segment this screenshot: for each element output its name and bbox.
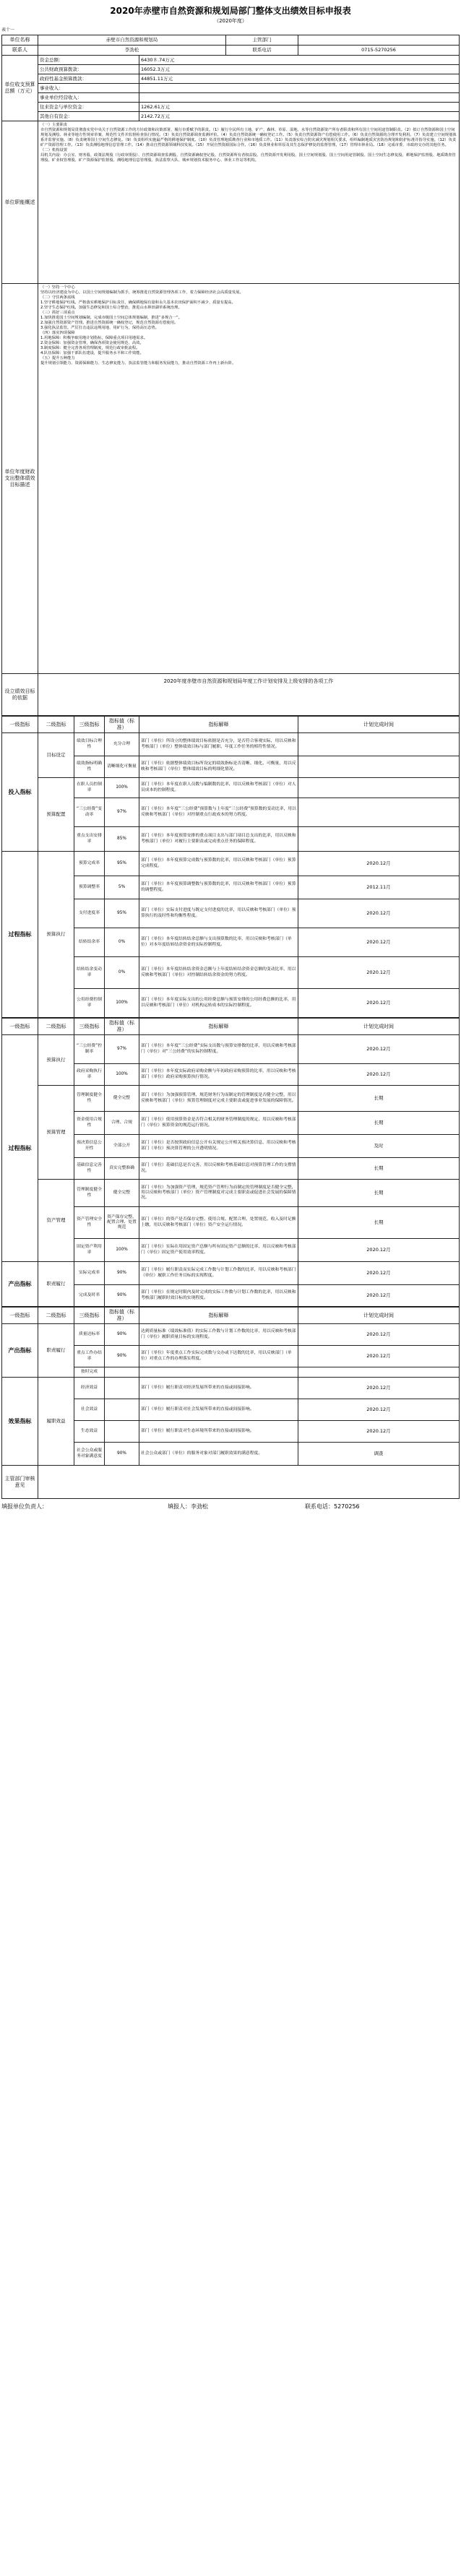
time-label: 按时完成	[74, 1367, 105, 1378]
contact-value: 李劲松	[38, 46, 226, 56]
header-level2: 二级指标	[38, 1019, 74, 1035]
value-cell: 合理、合规	[105, 1112, 139, 1135]
desc-cell: 部门（单位）履行职责对社会发展所带来的直接或间接影响。	[139, 1399, 298, 1421]
annual-goal-label: 单位年度财政支出整体绩效目标描述	[2, 284, 38, 674]
value-cell: 健全完整	[105, 1086, 139, 1112]
phone-value: 0715-5270256	[298, 46, 460, 56]
budget-row-label: 其他自有资金：	[38, 112, 139, 121]
level2-cell: 资产管理	[38, 1180, 74, 1262]
value-cell: 97%	[105, 798, 139, 827]
value-cell: 充分合理	[105, 733, 139, 756]
duty-text: （一）主要职责 市自然资源和规划局贯彻落实党中央关于自然资源工作的方针政策和决策部署，履行市委赋予的职责。（1）履行全民所有土地、矿产、森林、草原、湿地、水等自然资源资产所有者职责和所有国土空间用途管制职责。（2）拟订自然资源和国土空间规划及测绘、林业等地方性规章草案、规范性文件并监督检查执行情况。（3）负责自然资源调查监测评价。（4）负责自然资源统一确权登记工作。（5）负责自然资源资产有偿使用工作。（6）负责自然资源的合理开发利用。（7）负责建立空间规划体系并监督实施。（8）负责统筹国土空间生态修复。（9）负责组织实施最严格的耕地保护制度。（10）负责管理地质勘查行业和市地质工作。（11）负责落实综合防灾减灾规划相关要求，组织编制地质灾害防治规划和防护标准并指导实施。（12）负责矿产资源管理工作。（13）负责测绘地理信息管理工作。（14）推动自然资源领域科技发展。（15）开展自然资源国际合作。（16）负责林业和草原及其生态保护修复的监督管理。（17）管理市林业局。（18）完成市委、市政府交办的其他任务。 （二）机构设置 局机关内设：办公室、财务股、政策法规股（行政审批股）、自然资源调查监测股、自然资源确权登记股、自然资源所有者权益股、自然资源开发利用股、国土空间规划股、国土空间用途管制股、国土空间生态修复股、耕地保护监督股、地质勘查管理股、矿业权管理股、矿产资源保护监督股、测绘地理信息管理股、执法监察大队、城乡规划技术服务中心、林业工作站等机构。	[38, 121, 460, 284]
budget-row-label: 资金总额：	[38, 56, 139, 65]
level3-cell: 重点工作办结率	[74, 1346, 105, 1367]
time-cell: 长期	[298, 1112, 460, 1135]
level2-cell: 职责履行	[38, 1324, 74, 1378]
footer-filler: 填报人：李劲松	[168, 1503, 208, 1510]
desc-cell: 部门（单位）是否按照政府信息公开有关规定公开相关预决算信息，用以反映和考核部门（单位）预决算管理的公开透明情况。	[139, 1135, 298, 1158]
unit-name-value: 赤壁市自然资源和规划局	[38, 35, 226, 46]
level3-cell: 生态效益	[74, 1421, 105, 1443]
budget-row-value: 1262.61万元	[139, 103, 460, 112]
desc-cell: 部门（单位）在规定时限内及时完成的实际工作数与计划工作数的比率，用以反映和考核部门履职时效目标的实现程度。	[139, 1285, 298, 1307]
value-cell: 100%	[105, 989, 139, 1018]
budget-row-value: 16052.3万元	[139, 65, 460, 74]
level2-cell: 预算执行	[38, 852, 74, 1018]
footer-leader: 填报单位负责人：	[1, 1503, 48, 1510]
budget-section-label: 单位收支预算总额（万元）	[2, 56, 38, 121]
desc-cell: 部门（单位）本年度预算调整数与预算数的比率，用以反映和考核部门（单位）预算的调整程度。	[139, 876, 298, 899]
time-cell: 2020.12月	[298, 957, 460, 989]
level3-cell: 质量达标率	[74, 1324, 105, 1346]
header-level1: 一级指标	[2, 1019, 38, 1035]
desc-cell: 部门（单位）本年度实际支出的公用经费总额与预算安排的公用经费总额的比率，用以反映和考核部门（单位）对机构运转成本的实际控制程度。	[139, 989, 298, 1018]
time-cell: 2020.12月	[298, 1378, 460, 1399]
time-cell	[298, 778, 460, 798]
level3-cell: 支付进度率	[74, 899, 105, 928]
dept-label: 主管部门	[226, 35, 298, 46]
approval-label: 主管部门审核意见	[2, 1466, 38, 1499]
value-cell: 100%	[105, 778, 139, 798]
output-indicator-label: 产出指标	[2, 1262, 38, 1307]
desc-cell: 部门（单位）履行职责对经济发展所带来的直接或间接影响。	[139, 1378, 298, 1399]
level3-cell: 资产管理安全性	[74, 1207, 105, 1239]
desc-cell: 部门（单位）本年度预算完成数与预算数的比率，用以反映和考核部门（单位）预算完成程度。	[139, 852, 298, 876]
budget-row-value	[139, 84, 460, 93]
level3-cell: 社会公众或服务对象满意度	[74, 1443, 105, 1466]
value-cell: 资产保存完整、配置合理、处置规范	[105, 1207, 139, 1239]
time-cell: 2020.12月	[298, 1064, 460, 1086]
header-value: 指标值（标准）	[105, 1308, 139, 1324]
value-cell	[105, 1421, 139, 1443]
time-cell: 2020.12月	[298, 1421, 460, 1443]
level3-cell: “三公经费”控制率	[74, 1035, 105, 1064]
time-cell	[298, 756, 460, 778]
time-cell: 长期	[298, 1180, 460, 1207]
time-cell	[298, 733, 460, 756]
desc-cell: 部门（单位）本年度实际政府采购金额与年初政府采购预算的比率，用以反映和考核部门（单位）政府采购预算执行情况。	[139, 1064, 298, 1086]
desc-cell: 部门（单位）履行职责而实际完成工作数与计划工作数的比率，用以反映和考核部门（单位）履职工作任务目标的实现程度。	[139, 1262, 298, 1285]
level3-cell: 在职人员控制率	[74, 778, 105, 798]
header-level2: 二级指标	[38, 1308, 74, 1324]
value-cell	[105, 1378, 139, 1399]
level3-cell: 预决算信息公开性	[74, 1135, 105, 1158]
level3-cell: 固定资产利用率	[74, 1239, 105, 1262]
desc-cell: 部门（单位）实际支付进度与既定支付进度的比率，用以反映和考核部门（单位）预算执行的及时性和均衡性程度。	[139, 899, 298, 928]
footer-phone: 联系电话：5270256	[305, 1503, 360, 1510]
approval-value	[38, 1466, 460, 1499]
time-cell: 2020.12月	[298, 1035, 460, 1064]
level3-cell: 社会效益	[74, 1399, 105, 1421]
level2-cell: 履职效益	[38, 1378, 74, 1466]
level3-cell: 实际完成率	[74, 1262, 105, 1285]
effect-indicator-label: 效果指标	[2, 1378, 38, 1466]
desc-cell: 部门（单位）基础信息是否完善，用以反映和考核基础信息对预算管理工作的支撑情况。	[139, 1158, 298, 1180]
value-cell: 90%	[105, 1443, 139, 1466]
budget-row-label: 公共财政预算拨款：	[38, 65, 139, 74]
desc-cell: 部门（单位）为加强预算管理、规范财务行为而制定的管理制度是否健全完整，用以反映和考核部门（单位）预算管理制度对完成主要职责或促进事业发展的保障情况。	[139, 1086, 298, 1112]
info-table	[1, 35, 460, 716]
header-plan: 计划完成时间	[298, 1308, 460, 1324]
header-level1: 一级指标	[2, 1308, 38, 1324]
level3-cell: 结转结余率	[74, 928, 105, 957]
header-plan: 计划完成时间	[298, 717, 460, 733]
annual-goal-text: （一）坚持一个中心 坚持以经济建设为中心，以国土空间规划编制为抓手，统筹推进自然资源管理各项工作，着力保障经济社会高质量发展。 （二）守住两条底线 1.坚守耕地保护红线。严格落实耕地保护目标责任，确保耕地保有量和永久基本农田保护面积不减少、质量有提高。 2.坚守生态保护红线。加强生态修复和国土综合整治，推进山水林田湖草系统治理。 （三）抓好三项重点 1.加快推进国土空间规划编制。完成市级国土空间总体规划编制，推进“多规合一”。 2.加强自然资源资产管理。推进自然资源统一确权登记，规范自然资源有偿使用。 3.强化执法监管。严厉打击违法违规用地、用矿行为，保持高压态势。 （四）落实四项保障 1.用地保障：积极争取用地计划指标，保障重点项目用地需求。 2.资金保障：加强资金管理，确保各项资金使用规范、高效。 3.制度保障：健全完善各项管理制度，规范行政审批流程。 4.队伍保障：加强干部队伍建设，提升服务水平和工作效能。 （五）提升五种能力 提升规划引领能力、资源保障能力、生态修复能力、执法监管能力和服务发展能力，推动自然资源工作再上新台阶。	[38, 284, 460, 674]
time-cell: 2020.12月	[298, 899, 460, 928]
value-cell: 真实完整准确	[105, 1158, 139, 1180]
desc-cell: 部门（单位）使用预算资金是否符合相关的财务管理制度的规定，用以反映和考核部门（单位）预算资金的规范运行情况。	[139, 1112, 298, 1135]
header-desc: 指标解释	[139, 717, 298, 733]
footer	[1, 1499, 459, 1515]
plan-label: 设立绩效目标的依据	[2, 674, 38, 716]
time-cell: 2020.12月	[298, 852, 460, 876]
value-cell: 全部公开	[105, 1135, 139, 1158]
process-indicator-label: 过程指标	[2, 852, 38, 1018]
time-cell: 2020.12月	[298, 1262, 460, 1285]
time-cell: 及时	[298, 1135, 460, 1158]
level2-cell: 预算配置	[38, 778, 74, 852]
desc-cell: 部门（单位）本年度“三公经费”实际支出数与预算安排数的比率，用以反映和考核部门（单位）对“三公经费”的实际控制程度。	[139, 1035, 298, 1064]
page-title: 2020年赤壁市自然资源和规划局部门整体支出绩效目标申报表	[110, 6, 351, 16]
time-cell: 2020.12月	[298, 1346, 460, 1367]
level3-cell: 绩效指标明确性	[74, 756, 105, 778]
header-level1: 一级指标	[2, 717, 38, 733]
value-cell: 100%	[105, 1239, 139, 1262]
value-cell: 97%	[105, 1035, 139, 1064]
process-indicator-label: 过程指标	[2, 1035, 38, 1262]
desc-cell: 部门（单位）本年度在职人员数与编制数的比率，用以反映和考核部门（单位）对人员成本的控制程度。	[139, 778, 298, 798]
unit-name-label: 单位名称	[2, 35, 38, 46]
input-indicator-label: 投入指标	[2, 733, 38, 852]
value-cell: 95%	[105, 852, 139, 876]
time-cell: 2020.12月	[298, 928, 460, 957]
level3-cell: 预算调整率	[74, 876, 105, 899]
table-number: 表十一	[1, 27, 15, 33]
level3-cell: 预算完成率	[74, 852, 105, 876]
desc-cell: 部门（单位）本年度结转结余总额与支出预算数的比率，用以反映和考核部门（单位）对本年度结转结余资金的实际控制程度。	[139, 928, 298, 957]
value-cell: 健全完整	[105, 1180, 139, 1207]
header-level2: 二级指标	[38, 717, 74, 733]
phone-label: 联系电话	[226, 46, 298, 56]
time-cell: 2020.12月	[298, 1239, 460, 1262]
header-value: 指标值（标准）	[105, 1019, 139, 1035]
level2-cell: 目标设定	[38, 733, 74, 778]
dept-value	[298, 35, 460, 46]
level3-cell: 结转结余变动率	[74, 957, 105, 989]
time-cell: 2020.12月	[298, 1285, 460, 1307]
time-cell: 长期	[298, 1207, 460, 1239]
value-cell: 90%	[105, 1324, 139, 1346]
level3-cell: 资金使用合规性	[74, 1112, 105, 1135]
level3-cell: 管理制度健全性	[74, 1180, 105, 1207]
level3-cell: 政府采购执行率	[74, 1064, 105, 1086]
time-cell: 2012.11月	[298, 876, 460, 899]
time-cell	[298, 827, 460, 852]
value-cell: 95%	[105, 899, 139, 928]
budget-row-label: 事业单位经营收入：	[38, 93, 139, 103]
desc-cell: 部门（单位）本年度“三公经费”预算数与上年度“三公经费”预算数的变动比率，用以反映和考核部门（单位）对控制重点行政成本的努力程度。	[139, 798, 298, 827]
output-indicator-label: 产出指标	[2, 1324, 38, 1378]
value-cell	[105, 1399, 139, 1421]
time-cell: 2020.12月	[298, 989, 460, 1018]
header-desc: 指标解释	[139, 1308, 298, 1324]
indicator-table-2	[1, 1018, 460, 1307]
level3-cell: 重点支出安排率	[74, 827, 105, 852]
contact-label: 联系人	[2, 46, 38, 56]
level3-cell: “三公经费”变动率	[74, 798, 105, 827]
time-cell	[298, 798, 460, 827]
value-cell: 100%	[105, 1064, 139, 1086]
value-cell: 90%	[105, 1346, 139, 1367]
value-cell: 0%	[105, 928, 139, 957]
desc-cell: 部门（单位）年度重点工作实际完成数与交办或下达数的比率，用以反映部门（单位）对重点工作的办理落实程度。	[139, 1346, 298, 1367]
level3-cell: 经济效益	[74, 1378, 105, 1399]
level3-cell: 公用经费控制率	[74, 989, 105, 1018]
value-cell: 清晰细化可衡量	[105, 756, 139, 778]
indicator-table-3	[1, 1307, 460, 1499]
header-desc: 指标解释	[139, 1019, 298, 1035]
budget-row-label: 政府性基金预算拨款：	[38, 74, 139, 84]
time-cell: 长期	[298, 1158, 460, 1180]
header-plan: 计划完成时间	[298, 1019, 460, 1035]
budget-row-value	[139, 93, 460, 103]
value-cell: 5%	[105, 876, 139, 899]
desc-cell: 部门（单位）的资产是否保存完整、使用合规、配置合理、处置规范、收入及时足额上缴，用以反映和考核部门（单位）资产安全运行情况。	[139, 1207, 298, 1239]
level2-cell: 预算管理	[38, 1086, 74, 1180]
desc-cell: 部门（单位）本年度预算安排的重点项目支出与部门项目总支出的比率，用以反映和考核部门（单位）对履行主要职责或完成重点任务的保障程度。	[139, 827, 298, 852]
value-cell: 0%	[105, 957, 139, 989]
level3-cell: 完成及时率	[74, 1285, 105, 1307]
desc-cell: 社会公众或部门（单位）的服务对象对部门履职效果的满意程度。	[139, 1443, 298, 1466]
level2-cell: 职责履行	[38, 1262, 74, 1307]
level3-cell: 绩效目标合理性	[74, 733, 105, 756]
time-cell: 2020.12月	[298, 1399, 460, 1421]
desc-cell: 部门（单位）实际在用固定资产总额与所有固定资产总额的比率，用以反映和考核部门（单位）固定资产使用效率程度。	[139, 1239, 298, 1262]
value-cell: 90%	[105, 1285, 139, 1307]
value-cell: 85%	[105, 827, 139, 852]
desc-cell: 部门（单位）依据整体绩效目标所设定的绩效指标是否清晰、细化、可衡量，用以反映和考核部门（单位）整体绩效目标的明细化情况。	[139, 756, 298, 778]
header-level3: 三级指标	[74, 717, 105, 733]
budget-row-value: 6430８.74万元	[139, 56, 460, 65]
time-cell: 长期	[298, 1086, 460, 1112]
time-cell: 调查	[298, 1443, 460, 1466]
desc-cell: 达到质量标准（绩效标准值）的实际工作数与计划工作数的比率，用以反映和考核部门（单位）履职质量目标的实现程度。	[139, 1324, 298, 1346]
value-cell: 90%	[105, 1262, 139, 1285]
budget-row-value: 44851.11万元	[139, 74, 460, 84]
header-level3: 三级指标	[74, 1019, 105, 1035]
desc-cell: 部门（单位）履行职责对生态环境所带来的直接或间接影响。	[139, 1421, 298, 1443]
budget-row-label: 往来资金与单位资金：	[38, 103, 139, 112]
duty-label: 单位职能概述	[2, 121, 38, 284]
desc-cell: 部门（单位）所设立的整体绩效目标依据是否充分，是否符合客观实际，用以反映和考核部门（单位）整体绩效目标与部门履职、年度工作任务的相符性情况。	[139, 733, 298, 756]
plan-text: 2020年度赤壁市自然资源和规划局年度工作计划安排及上级安排的各项工作	[38, 674, 460, 716]
budget-row-value: 2142.72万元	[139, 112, 460, 121]
time-cell: 2020.12月	[298, 1324, 460, 1346]
page-subtitle: （2020年度）	[214, 18, 247, 24]
level3-cell: 基础信息完善性	[74, 1158, 105, 1180]
desc-cell: 部门（单位）本年度结转结余资金总额与上年度结转结余资金总额的变动比率，用以反映和考核部门（单位）对控制结转结余资金的努力程度。	[139, 957, 298, 989]
desc-cell: 部门（单位）为加强资产管理、规范资产管理行为而制定的管理制度是否健全完整，用以反映和考核部门（单位）资产管理制度对完成主要职责或促进社会发展的保障情况。	[139, 1180, 298, 1207]
header-level3: 三级指标	[74, 1308, 105, 1324]
budget-row-label: 事业收入：	[38, 84, 139, 93]
level3-cell: 管理制度健全性	[74, 1086, 105, 1112]
level2-cell: 预算执行	[38, 1035, 74, 1086]
header-value: 指标值（标准）	[105, 717, 139, 733]
indicator-table-1	[1, 716, 460, 1018]
